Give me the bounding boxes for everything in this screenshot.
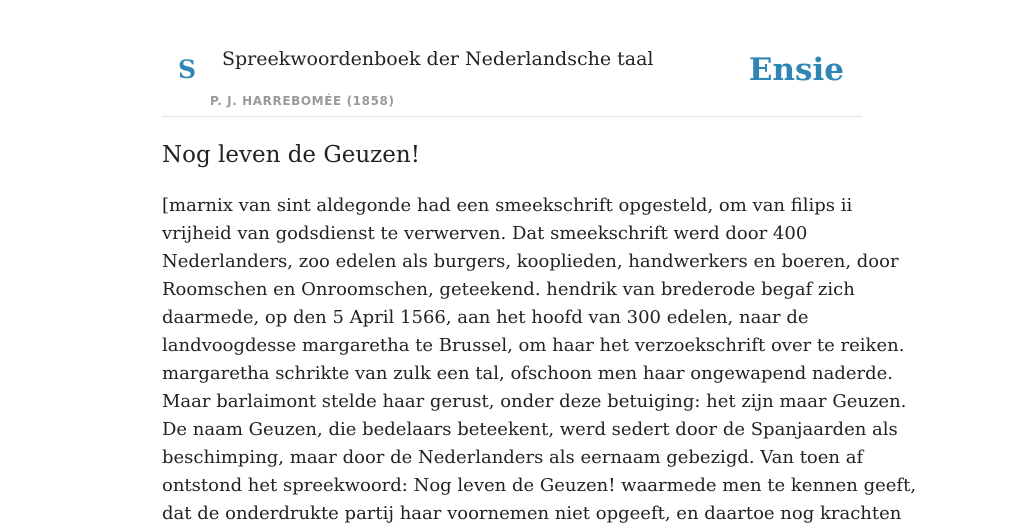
entry-body-line: [marnix van sint aldegonde had een smeekschrift opgesteld, om van filips ii [162, 195, 853, 216]
entry-title: Nog leven de Geuzen! [162, 142, 420, 168]
entry-body [162, 192, 917, 528]
entry-body-line: Nederlanders, zoo edelen als burgers, kooplieden, handwerkers en boeren, door [162, 251, 899, 272]
source-logo[interactable]: S [178, 55, 197, 84]
ensie-logo[interactable]: Ensie [748, 52, 844, 88]
entry-body-line: landvoogdesse margaretha te Brussel, om haar het verzoekschrift over te reiken. [162, 335, 905, 356]
entry-body-line: daarmede, op den 5 April 1566, aan het hoofd van 300 edelen, naar de [162, 307, 809, 328]
entry-body-line: beschimping, maar door de Nederlanders als eernaam gebezigd. Van toen af [162, 447, 864, 468]
entry-body-line: ontstond het spreekwoord: Nog leven de Geuzen! waarmede men te kennen geeft, [162, 475, 917, 496]
entry-body-line: De naam Geuzen, die bedelaars beteekent, werd sedert door de Spanjaarden als [162, 419, 898, 440]
entry-body-line: margaretha schrikte van zulk een tal, ofschoon men haar ongewapend naderde. [162, 363, 894, 384]
source-author: P. J. HARREBOMÉE (1858) [210, 94, 395, 108]
entry-body-line: dat de onderdrukte partij haar voornemen niet opgeeft, en daartoe nog krachten [162, 503, 902, 524]
entry-body-line: vrijheid van godsdienst te verwerven. Dat smeekschrift werd door 400 [162, 223, 808, 244]
source-header [162, 0, 862, 117]
entry-body-line: Roomschen en Onroomschen, geteekend. hendrik van brederode begaf zich [162, 279, 855, 300]
source-title[interactable]: Spreekwoordenboek der Nederlandsche taal [222, 48, 654, 70]
entry-body-line: Maar barlaimont stelde haar gerust, onder deze betuiging: het zijn maar Geuzen. [162, 391, 907, 412]
